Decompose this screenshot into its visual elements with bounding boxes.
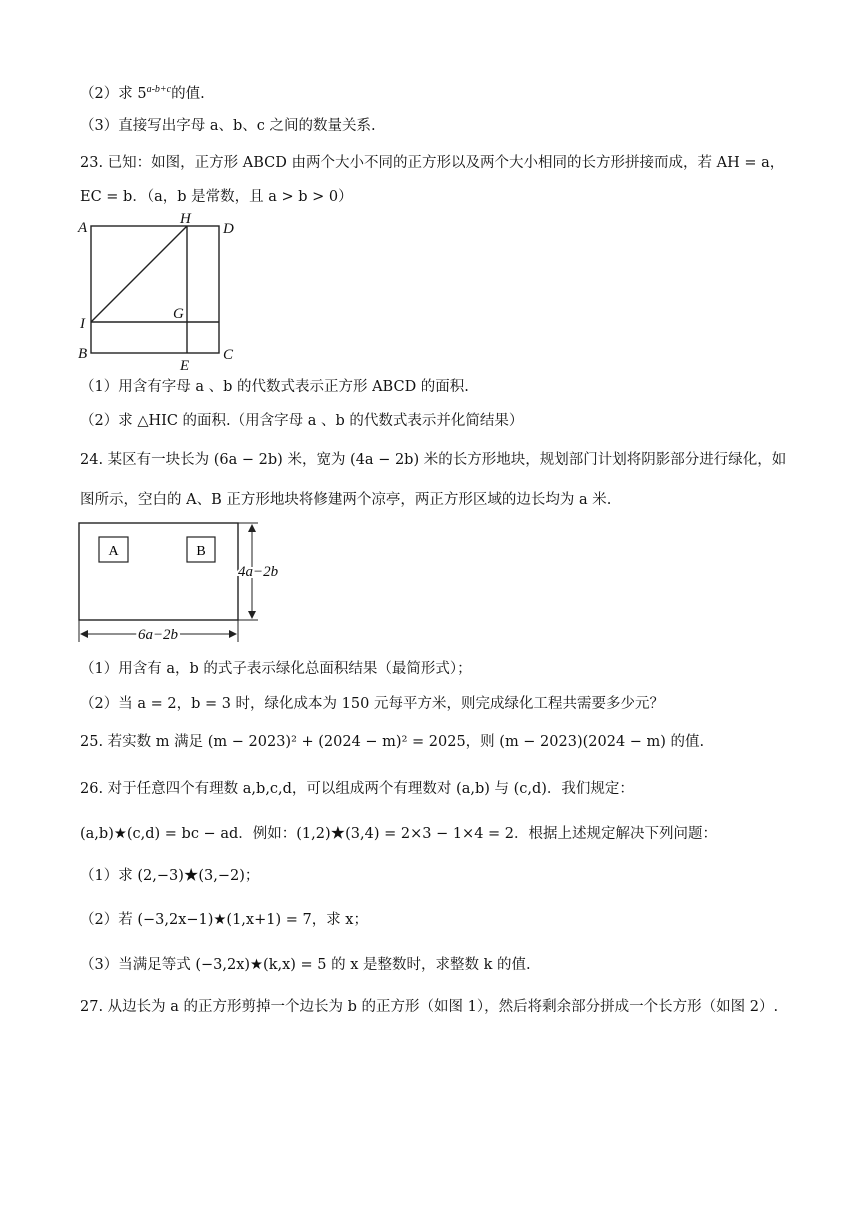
q24-part2: （2）当 a = 2，b = 3 时，绿化成本为 150 元每平方米，则完成绿化工程共需要多少元？ bbox=[80, 696, 664, 712]
height-label: 4a−2b bbox=[238, 564, 279, 580]
q24-rectangle-figure bbox=[72, 518, 292, 648]
label-c: C bbox=[223, 347, 234, 363]
width-label: 6a−2b bbox=[137, 627, 179, 643]
q26-stem-line2: (a,b)★(c,d) = bc − ad．例如：(1,2)★(3,4) = 2×3 − 1×4 = 2．根据上述规定解决下列问题： bbox=[80, 826, 718, 842]
pavilion-b-label: B bbox=[196, 544, 206, 559]
q23-stem-line2: EC = b．（a，b 是常数，且 a > b > 0） bbox=[80, 189, 353, 205]
pavilion-a-label: A bbox=[108, 544, 119, 559]
q25-stem: 25. 若实数 m 满足 (m − 2023)² + (2024 − m)² = 2025，则 (m − 2023)(2024 − m) 的值. bbox=[80, 734, 705, 750]
q24-stem-line2: 图所示，空白的 A、B 正方形地块将修建两个凉亭，两正方形区域的边长均为 a 米. bbox=[80, 492, 612, 508]
q24-part1: （1）用含有 a，b 的式子表示绿化总面积结果（最简形式）； bbox=[80, 661, 472, 677]
label-g: G bbox=[173, 306, 184, 322]
q24-stem-line1: 24. 某区有一块长为 (6a − 2b) 米，宽为 (4a − 2b) 米的长方形地块，规划部门计划将阴影部分进行绿化，如 bbox=[80, 452, 787, 468]
q23-part2: （2）求 △HIC 的面积.（用含字母 a 、b 的代数式表示并化简结果） bbox=[80, 413, 524, 429]
q23-part1: （1）用含有字母 a 、b 的代数式表示正方形 ABCD 的面积. bbox=[80, 379, 469, 395]
label-i: I bbox=[80, 316, 85, 332]
q22-part2-label: （2）求 5 bbox=[80, 85, 147, 102]
q26-part2: （2）若 (−3,2x−1)★(1,x+1) = 7，求 x； bbox=[80, 912, 368, 928]
q26-stem-line1: 26. 对于任意四个有理数 a,b,c,d，可以组成两个有理数对 (a,b) 与 (c,d)．我们规定： bbox=[80, 781, 634, 797]
q23-stem-line1: 23. 已知：如图，正方形 ABCD 由两个大小不同的正方形以及两个大小相同的长方形拼接而成，若 AH = a， bbox=[80, 155, 785, 171]
square-abcd bbox=[91, 226, 219, 353]
label-b: B bbox=[78, 346, 88, 362]
q26-part1: （1）求 (2,−3)★(3,−2)； bbox=[80, 868, 260, 884]
q26-part3: （3）当满足等式 (−3,2x)★(k,x) = 5 的 x 是整数时，求整数 k 的值. bbox=[80, 957, 531, 973]
q23-square-figure bbox=[72, 208, 242, 373]
label-h: H bbox=[180, 211, 191, 227]
q22-exponent: a-b+c bbox=[146, 84, 172, 95]
q27-stem: 27. 从边长为 a 的正方形剪掉一个边长为 b 的正方形（如图 1），然后将剩余部分拼成一个长方形（如图 2）. bbox=[80, 999, 779, 1015]
q22-part3: （3）直接写出字母 a、b、c 之间的数量关系. bbox=[80, 118, 376, 134]
q22-part2 bbox=[80, 80, 205, 104]
label-e: E bbox=[180, 358, 190, 373]
q22-part2-tail: 的值. bbox=[171, 85, 205, 102]
label-d: D bbox=[223, 221, 234, 237]
label-a: A bbox=[78, 220, 88, 236]
